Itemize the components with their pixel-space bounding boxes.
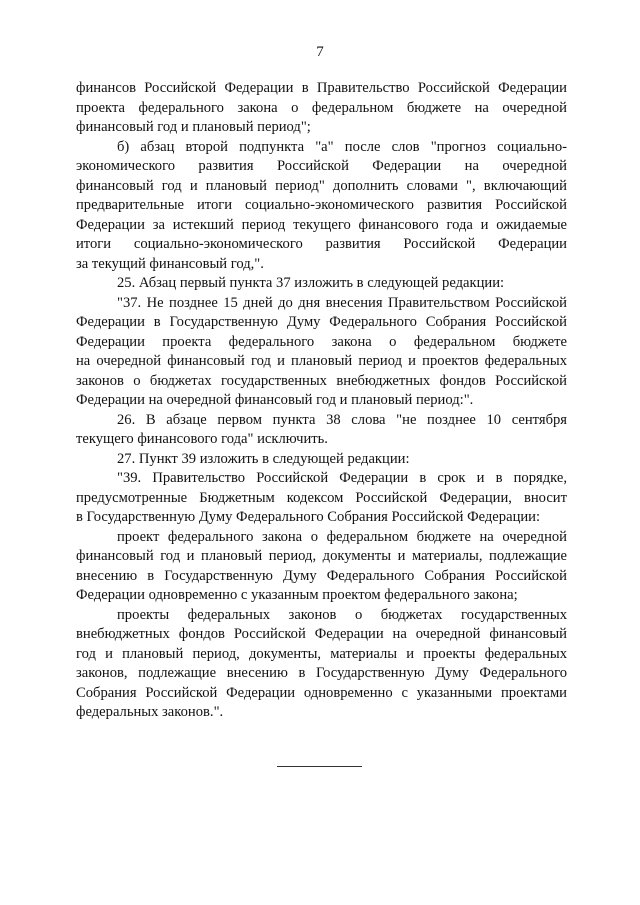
text-line: финансовый год и плановый период" дополнить словами ", включающий	[76, 177, 567, 194]
text-line: проекты федеральных законов о бюджетах государственных	[117, 606, 567, 623]
text-line: проект федерального закона о федеральном бюджете на очередной	[117, 528, 567, 545]
text-line: финансовый год и плановый период";	[76, 119, 311, 135]
text-line: Федерации на очередной финансовый год и плановый период:".	[76, 392, 474, 408]
text-line: экономического развития Российской Федерации на очередной	[76, 158, 567, 174]
text-line: Федерации в Государственную Думу Федерального Собрания Российской	[76, 314, 567, 330]
text-line: Федерации за истекший период текущего финансового года и ожидаемые	[76, 216, 567, 233]
text-line: 26. В абзаце первом пункта 38 слова "не позднее 10 сентября	[117, 411, 567, 428]
text-line: внебюджетных фондов Российской Федерации на очередной финансовый	[76, 626, 567, 642]
text-line: "37. Не позднее 15 дней до дня внесения Правительством Российской	[117, 294, 567, 311]
text-line: "39. Правительство Российской Федерации в срок и в порядке,	[117, 470, 567, 486]
text-line: внесению в Государственную Думу Федерального Собрания Российской	[76, 567, 567, 584]
text-line: финансов Российской Федерации в Правительство Российской Федерации	[76, 80, 567, 96]
text-line: Федерации одновременно с указанным проектом федерального закона;	[76, 587, 518, 603]
text-line: проекта федерального закона о федеральном бюджете на очередной	[76, 99, 567, 116]
document-body	[76, 79, 567, 723]
text-line: за текущий финансовый год,".	[76, 255, 264, 272]
text-line: законов, подлежащие внесению в Государственную Думу Федерального	[76, 665, 567, 681]
page-number: 7	[316, 44, 324, 60]
text-line: год и плановый период, документы, материалы и проекты федеральных	[76, 645, 567, 662]
text-line: Собрания Российской Федерации одновременно с указанными проектами	[76, 684, 567, 701]
text-line: предварительные итоги социально-экономического развития Российской	[76, 197, 567, 213]
text-line: предусмотренные Бюджетным кодексом Российской Федерации, вносит	[76, 489, 567, 506]
text-line: текущего финансового года" исключить.	[76, 431, 328, 447]
text-line: 25. Абзац первый пункта 37 изложить в следующей редакции:	[117, 275, 505, 291]
text-line: в Государственную Думу Федерального Собрания Российской Федерации:	[76, 509, 541, 525]
text-line: 27. Пункт 39 изложить в следующей редакции:	[117, 450, 410, 467]
end-of-text-rule	[277, 766, 362, 767]
text-line: б) абзац второй подпункта "а" после слов "прогноз социально-	[117, 138, 567, 155]
text-line: на очередной финансовый год и плановый период и проектов федеральных	[76, 353, 567, 369]
text-line: финансовый год и плановый период, документы и материалы, подлежащие	[76, 548, 567, 564]
text-line: законов о бюджетах государственных внебюджетных фондов Российской	[76, 372, 567, 389]
text-line: Федерации проекта федерального закона о федеральном бюджете	[76, 333, 567, 350]
text-line: федеральных законов.".	[76, 704, 224, 720]
text-line: итоги социально-экономического развития Российской Федерации	[76, 236, 567, 252]
